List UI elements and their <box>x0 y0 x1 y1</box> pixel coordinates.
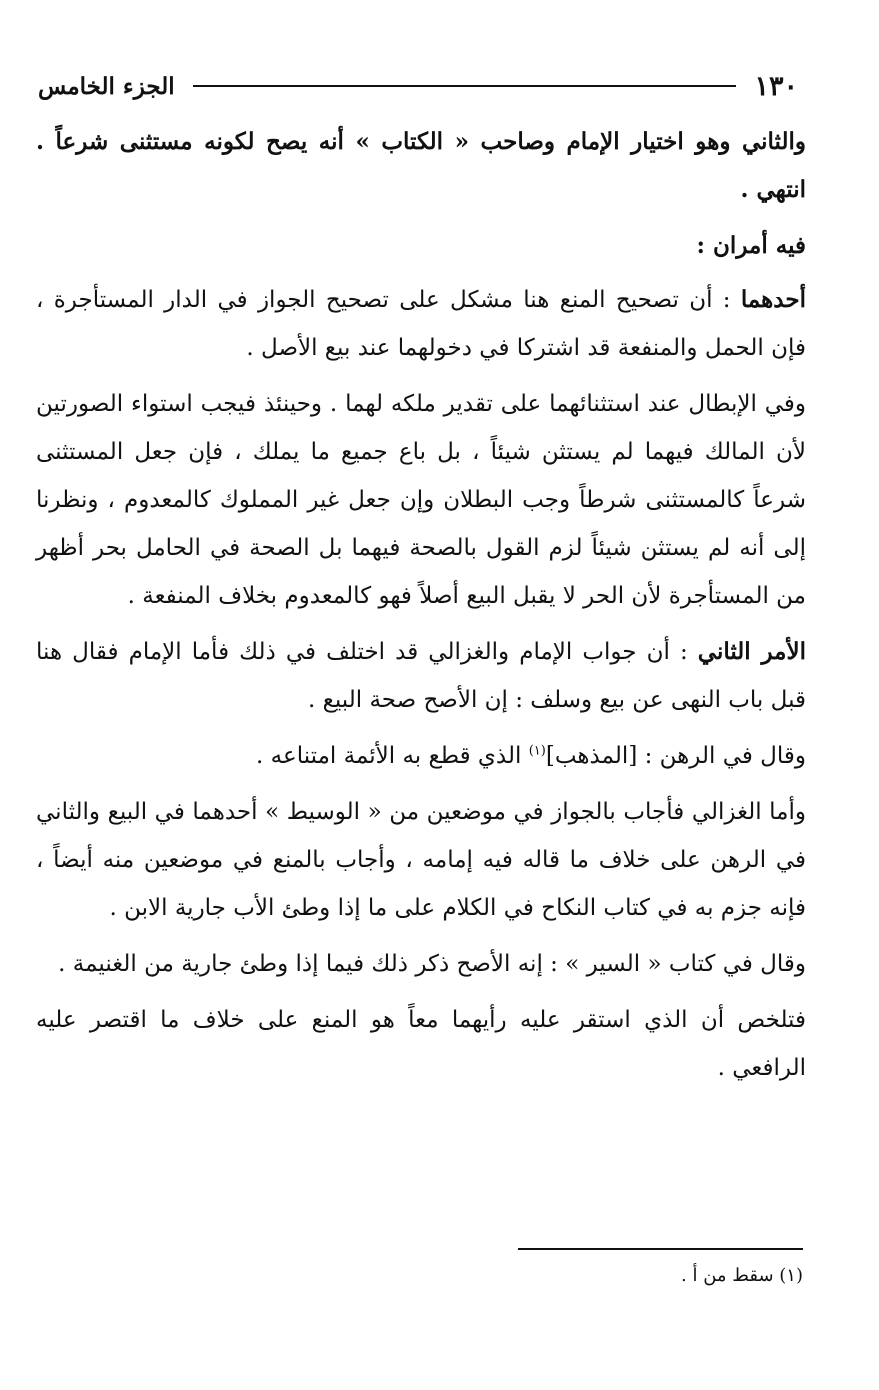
paragraph-lead: أحدهما <box>740 286 806 313</box>
section-heading: فيه أمران : <box>696 232 806 259</box>
paragraph: فتلخص أن الذي استقر عليه رأيهما معاً هو المنع على خلاف ما اقتصر عليه الرافعي . <box>36 1007 806 1081</box>
paragraph <box>36 276 806 372</box>
footnote: (١) سقط من أ . <box>681 1265 803 1286</box>
footnote-reference: (١) <box>528 743 546 759</box>
paragraph: وفي الإبطال عند استثنائهما على تقدير ملكه لهما . وحينئذ فيجب استواء الصورتين لأن المالك فيهما لم يستثن شيئاً ، بل باع جميع ما يملك ، فإن جعل المستثنى شرعاً كالمستثنى شرطاً وجب البطلان وإن جعل غير المملوك كالمعدوم ، ونظرنا إلى أنه لم يستثن شيئاً لزم القول بالصحة فيهما بل الصحة في الحامل بحر أظهر من المستأجرة لأن الحر لا يقبل البيع أصلاً فهو كالمعدوم بخلاف المنفعة . <box>36 391 806 609</box>
paragraph: وقال في كتاب « السير » : إنه الأصح ذكر ذلك فيما إذا وطئ جارية من الغنيمة . <box>58 951 806 977</box>
paragraph-text: : أن تصحيح المنع هنا مشكل على تصحيح الجواز في الدار المستأجرة ، فإن الحمل والمنفعة قد اشتركا في دخولهما عند بيع الأصل . <box>36 287 806 361</box>
paragraph: وأما الغزالي فأجاب بالجواز في موضعين من « الوسيط » أحدهما في البيع والثاني في الرهن على خلاف ما قاله فيه إمامه ، وأجاب بالمنع في موضعين منه أيضاً ، فإنه جزم به في كتاب النكاح في الكلام على ما إذا وطئ الأب جارية الابن . <box>36 799 806 921</box>
page-header <box>38 66 798 106</box>
paragraph-lead: الأمر الثاني <box>697 638 806 665</box>
paragraph-text: : أن جواب الإمام والغزالي قد اختلف في ذلك فأما الإمام فقال هنا قبل باب النهى عن بيع وسلف : إن الأصح صحة البيع . <box>36 639 806 713</box>
paragraph <box>36 732 806 780</box>
page-body <box>36 118 806 1100</box>
paragraph: والثاني وهو اختيار الإمام وصاحب « الكتاب » أنه يصح لكونه مستثنى شرعاً . انتهي . <box>36 128 806 203</box>
footnote-rule <box>518 1248 803 1250</box>
running-title: الجزء الخامس <box>38 72 175 100</box>
paragraph-text: وقال في الرهن : [المذهب] <box>545 743 806 769</box>
paragraph <box>36 628 806 724</box>
page-number: ١٣٠ <box>754 70 798 102</box>
header-rule <box>193 85 737 87</box>
paragraph-text: الذي قطع به الأئمة امتناعه . <box>256 743 529 769</box>
